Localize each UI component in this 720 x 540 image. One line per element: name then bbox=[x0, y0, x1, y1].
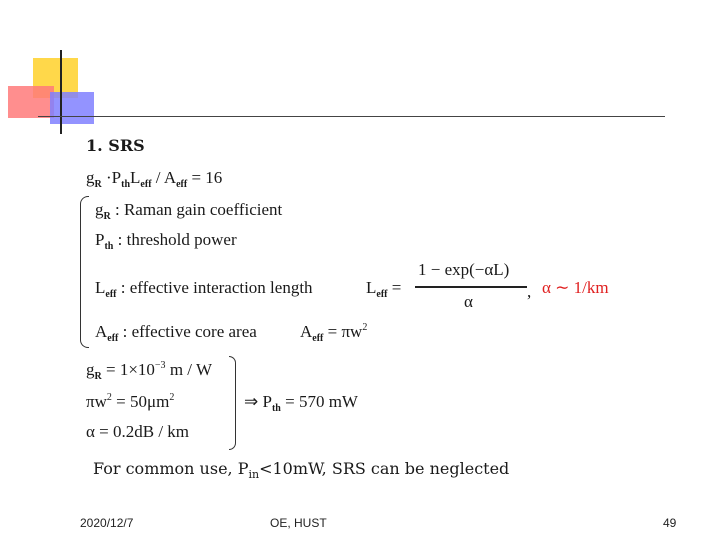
slide-title: 1. SRS bbox=[86, 136, 145, 155]
Leff-comma: , bbox=[527, 282, 532, 301]
logo-vertical-line bbox=[60, 50, 62, 134]
given-brace bbox=[229, 356, 236, 450]
result-Pth: ⇒ $P_{th} = 570$ mW bbox=[244, 392, 358, 414]
footer-center: OE, HUST bbox=[270, 516, 327, 530]
logo-square-blue bbox=[50, 92, 94, 124]
page-number: 49 bbox=[663, 516, 677, 530]
Leff-numerator: 1 − exp(−αL) bbox=[418, 260, 510, 279]
definitions-brace bbox=[80, 196, 89, 348]
Leff-equation-lhs: $L_{eff}$ = bbox=[366, 278, 402, 300]
def-Aeff: $A_{eff}$ : effective core area bbox=[95, 322, 257, 344]
given-gR: $g_R = 1\times 10^{-3}$ m / W bbox=[86, 360, 212, 382]
title-divider bbox=[38, 116, 665, 117]
def-Leff: $L_{eff}$ : effective interaction length bbox=[95, 278, 313, 300]
given-area: $\pi w^2 = 50\mu m^2$ bbox=[86, 392, 175, 411]
conclusion-note: For common use, $P_{in}<10mW$, SRS can be neglected bbox=[93, 459, 510, 481]
def-gR: $g_R$ : Raman gain coefficient bbox=[95, 200, 283, 222]
def-Pth: $P_{th}$ : threshold power bbox=[95, 230, 237, 252]
footer-date: 2020/12/7 bbox=[80, 516, 134, 530]
logo-square-red bbox=[8, 86, 54, 118]
fraction-bar bbox=[415, 286, 527, 288]
Aeff-equation: $A_{eff} = \pi w^2$ bbox=[300, 322, 368, 344]
Leff-denominator: α bbox=[464, 292, 473, 311]
given-alpha: α = 0.2dB / km bbox=[86, 422, 190, 441]
alpha-approx: α ∼ 1/km bbox=[542, 278, 609, 297]
threshold-equation: $g_R \cdot P_{th}L_{eff} / A_{eff} = 16$ bbox=[86, 168, 223, 190]
